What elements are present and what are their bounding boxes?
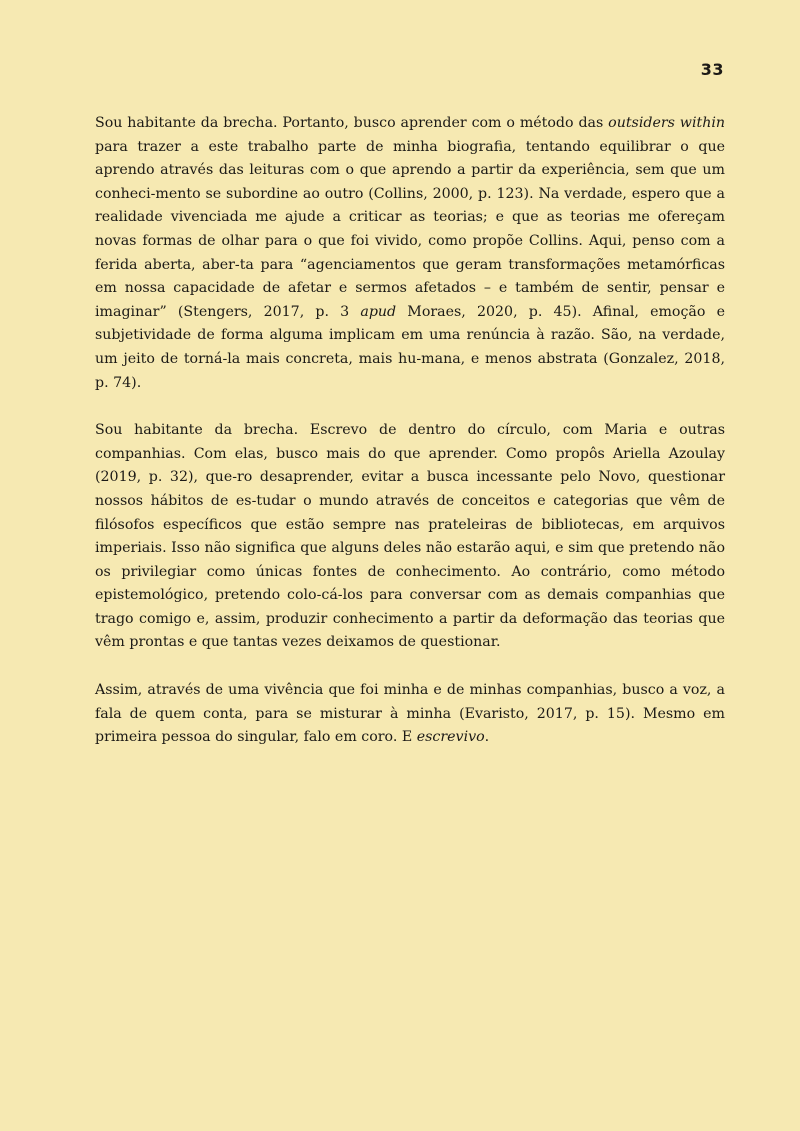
italic-text: outsiders within <box>608 115 726 131</box>
text-run: . <box>484 729 490 746</box>
text-run: Sou habitante da brecha. Portanto, busco aprender com o método das <box>95 115 609 131</box>
italic-text: apud <box>360 303 397 320</box>
text-run: Sou habitante da brecha. Escrevo de dentro do círculo, com Maria e outras companhias. Com elas, busco mais do que aprender. Como propôs Ariella Azoulay (2019, p. 32), que-ro desaprender, evitar a busca incessante pelo Novo, questionar nossos hábitos de es-tudar o mundo através de conceitos e categorias que vêm de filósofos específicos que estão sempre nas prateleiras de bibliotecas, em arquivos imperiais. Isso não significa que alguns deles não estarão aqui, e sim que pretendo não os privilegiar como únicas fontes de conhecimento. Ao contrário, como método epistemológico, pretendo colo-cá-los para conversar com as demais companhias que trago comigo e, assim, produzir conhecimento a partir da deformação das teorias que vêm prontas e que tantas vezes deixamos de questionar. <box>95 422 725 651</box>
paragraph <box>95 679 725 750</box>
paragraph <box>95 112 725 395</box>
text-run: para trazer a este trabalho parte de minha biografia, tentando equilibrar o que aprendo através das leituras com o que aprendo a partir da experiência, sem que um conheci-mento se subordine ao outro (Collins, 2000, p. 123). Na verdade, espero que a realidade vivenciada me ajude a criticar as teorias; e que as teorias me ofereçam novas formas de olhar para o que foi vivido, como propõe Collins. Aqui, penso com a ferida aberta, aber-ta para “agenciamentos que geram transformações metamórficas em nossa capacidade de afetar e sermos afetados – e também de sentir, pensar e imaginar” (Stengers, 2017, p. 3 <box>95 138 725 320</box>
text-run: Assim, através de uma vivência que foi minha e de minhas companhias, busco a voz, a fala de quem conta, para se misturar à minha (Evaristo, 2017, p. 15). Mesmo em primeira pessoa do singular, falo em coro. E <box>95 682 725 746</box>
paragraph <box>95 419 725 655</box>
page-number: 33 <box>700 60 724 79</box>
italic-text: escrevivo <box>416 729 485 746</box>
text-run: Moraes, 2020, p. 45). Afinal, emoção e subjetividade de forma alguma implicam em uma renúncia à razão. São, na verdade, um jeito de torná-la mais concreta, mais hu-mana, e menos abstrata (Gonzalez, 2018, p. 74). <box>95 303 725 391</box>
body-text <box>95 112 725 774</box>
